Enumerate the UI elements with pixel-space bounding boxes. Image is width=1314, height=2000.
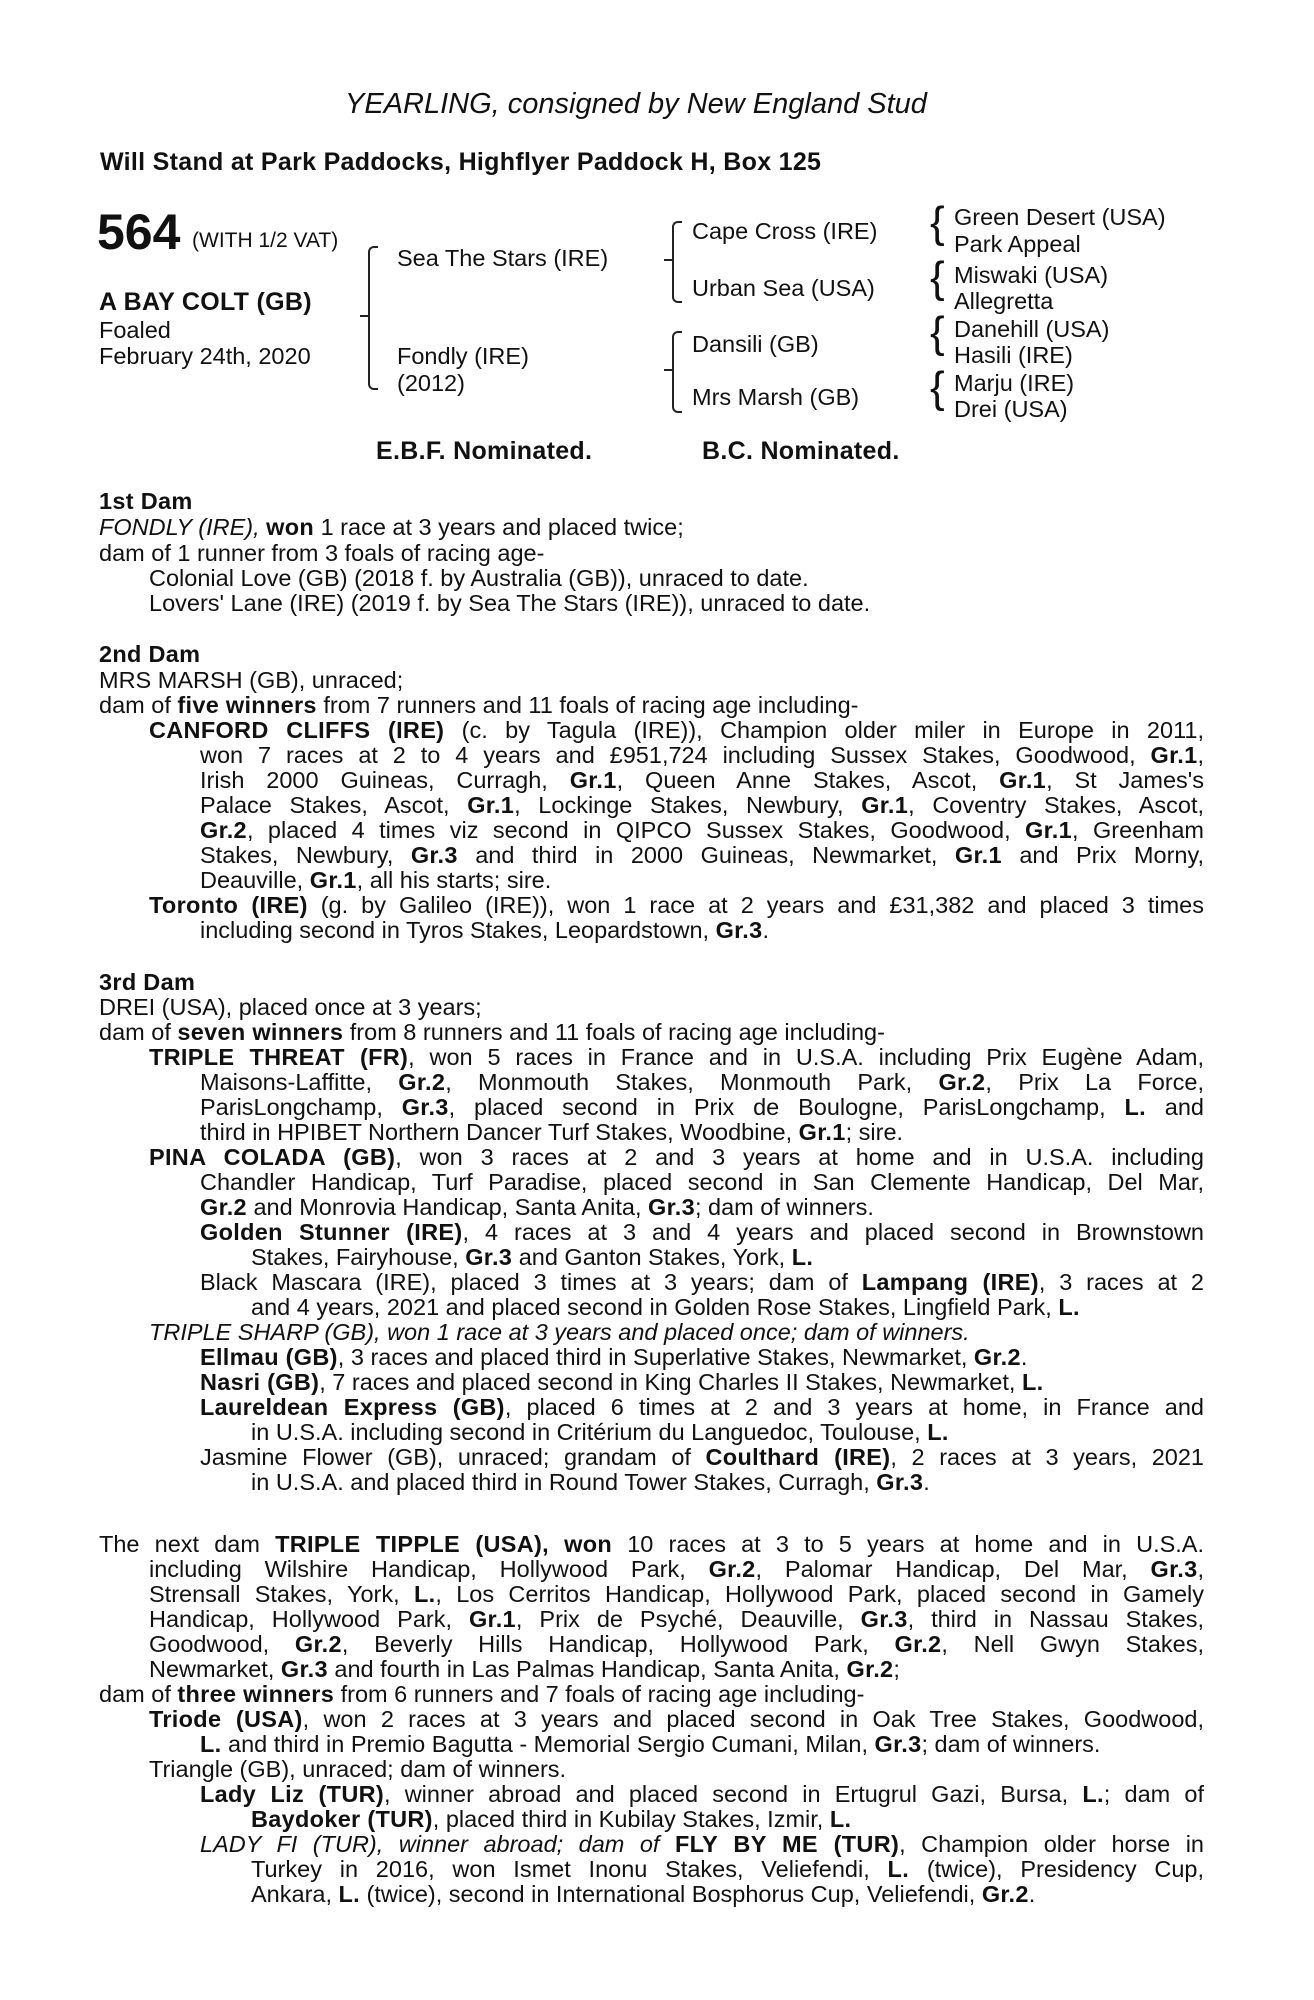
triple-threat-line-1: TRIPLE THREAT (FR), won 5 races in France and in U.S.A. including Prix Eugène Adam, bbox=[149, 1044, 1205, 1070]
lady-fi-line-2: Turkey in 2016, won Ismet Inonu Stakes, Veliefendi, L. (twice), Presidency Cup, bbox=[251, 1856, 1205, 1882]
pedigree-g1: Green Desert (USA) bbox=[954, 204, 1166, 230]
pedigree-g6: Hasili (IRE) bbox=[954, 342, 1073, 368]
foaled-label: Foaled bbox=[99, 317, 171, 343]
pedigree-dam-sire: Dansili (GB) bbox=[692, 331, 819, 357]
triple-threat-line-3: ParisLongchamp, Gr.3, placed second in Prix de Boulogne, ParisLongchamp, L. and bbox=[200, 1094, 1204, 1120]
lady-fi-line-1: LADY FI (TUR), winner abroad; dam of FLY BY ME (TUR), Champion older horse in bbox=[200, 1831, 1205, 1857]
canford-line-2: won 7 races at 2 to 4 years and £951,724 including Sussex Stakes, Goodwood, Gr.1, bbox=[200, 742, 1204, 768]
next-dam-line-2: including Wilshire Handicap, Hollywood Park, Gr.2, Palomar Handicap, Del Mar, Gr.3, bbox=[149, 1556, 1205, 1582]
pedigree-g4: Allegretta bbox=[954, 288, 1054, 314]
next-dam-line-1: The next dam TRIPLE TIPPLE (USA), won 10 races at 3 to 5 years at home and in U.S.A. bbox=[99, 1531, 1205, 1557]
black-mascara-line-1: Black Mascara (IRE), placed 3 times at 3 years; dam of Lampang (IRE), 3 races at 2 bbox=[200, 1269, 1204, 1295]
pedigree-dam: Fondly (IRE) bbox=[397, 343, 529, 369]
canford-line-3: Irish 2000 Guineas, Curragh, Gr.1, Queen Anne Stakes, Ascot, Gr.1, St James's bbox=[200, 767, 1205, 793]
toronto-line-1: Toronto (IRE) (g. by Galileo (IRE)), won 1 race at 2 years and £31,382 and placed 3 times bbox=[149, 892, 1204, 918]
laureldean-line-2: in U.S.A. including second in Critérium du Languedoc, Toulouse, L. bbox=[251, 1419, 949, 1445]
third-dam-heading: 3rd Dam bbox=[99, 969, 196, 995]
triode-line-1: Triode (USA), won 2 races at 3 years and placed second in Oak Tree Stakes, Goodwood, bbox=[149, 1706, 1204, 1732]
lady-fi-line-3: Ankara, L. (twice), second in International Bosphorus Cup, Veliefendi, Gr.2. bbox=[251, 1881, 1036, 1907]
jasmine-flower-line-1: Jasmine Flower (GB), unraced; grandam of Coulthard (IRE), 2 races at 3 years, 2021 bbox=[200, 1444, 1204, 1470]
first-dam-produce-2: Lovers' Lane (IRE) (2019 f. by Sea The Stars (IRE)), unraced to date. bbox=[149, 590, 871, 616]
pedigree-g3: Miswaki (USA) bbox=[954, 262, 1109, 288]
canford-line-5: Gr.2, placed 4 times viz second in QIPCO Sussex Stakes, Goodwood, Gr.1, Greenham bbox=[200, 817, 1204, 843]
lot-number: 564 bbox=[97, 204, 181, 260]
third-dam-line-2: dam of seven winners from 8 runners and 11 foals of racing age including- bbox=[99, 1019, 885, 1045]
next-dam-line-4: Handicap, Hollywood Park, Gr.1, Prix de Psyché, Deauville, Gr.3, third in Nassau Stakes, bbox=[149, 1606, 1205, 1632]
triple-threat-line-2: Maisons-Laffitte, Gr.2, Monmouth Stakes, Monmouth Park, Gr.2, Prix La Force, bbox=[200, 1069, 1205, 1095]
next-dam-line-5: Goodwood, Gr.2, Beverly Hills Handicap, Hollywood Park, Gr.2, Nell Gwyn Stakes, bbox=[149, 1631, 1205, 1657]
canford-line-6: Stakes, Newbury, Gr.3 and third in 2000 Guineas, Newmarket, Gr.1 and Prix Morny, bbox=[200, 842, 1205, 868]
black-mascara-line-2: and 4 years, 2021 and placed second in Golden Rose Stakes, Lingfield Park, L. bbox=[251, 1294, 1080, 1320]
location-line: Will Stand at Park Paddocks, Highflyer Paddock H, Box 125 bbox=[100, 148, 822, 176]
pina-colada-line-1: PINA COLADA (GB), won 3 races at 2 and 3 years at home and in U.S.A. including bbox=[149, 1144, 1204, 1170]
pedigree-sire: Sea The Stars (IRE) bbox=[397, 245, 609, 271]
laureldean-line-1: Laureldean Express (GB), placed 6 times at 2 and 3 years at home, in France and bbox=[200, 1394, 1205, 1420]
third-dam-line-1: DREI (USA), placed once at 3 years; bbox=[99, 994, 482, 1020]
ebf-nomination: E.B.F. Nominated. bbox=[376, 437, 593, 465]
pedigree-brace-2: { bbox=[930, 253, 945, 302]
pina-colada-line-3: Gr.2 and Monrovia Handicap, Santa Anita, Gr.3; dam of winners. bbox=[200, 1194, 874, 1220]
triangle-line: Triangle (GB), unraced; dam of winners. bbox=[149, 1756, 567, 1782]
pina-colada-line-2: Chandler Handicap, Turf Paradise, placed second in San Clemente Handicap, Del Mar, bbox=[200, 1169, 1204, 1195]
bc-nomination: B.C. Nominated. bbox=[702, 437, 900, 465]
first-dam-produce-1: Colonial Love (GB) (2018 f. by Australia (GB)), unraced to date. bbox=[149, 565, 809, 591]
pedigree-g2: Park Appeal bbox=[954, 231, 1081, 257]
consignor-heading: YEARLING, consigned by New England Stud bbox=[345, 88, 927, 120]
pedigree-dam-dam: Mrs Marsh (GB) bbox=[692, 384, 860, 410]
pedigree-brace-3: { bbox=[930, 308, 945, 357]
next-dam-line-6: Newmarket, Gr.3 and fourth in Las Palmas Handicap, Santa Anita, Gr.2; bbox=[149, 1656, 900, 1682]
canford-line-1: CANFORD CLIFFS (IRE) (c. by Tagula (IRE)), Champion older miler in Europe in 2011, bbox=[149, 717, 1204, 743]
first-dam-line-1: FONDLY (IRE), won 1 race at 3 years and placed twice; bbox=[99, 514, 684, 540]
jasmine-flower-line-2: in U.S.A. and placed third in Round Tower Stakes, Curragh, Gr.3. bbox=[251, 1469, 930, 1495]
lot-description: A BAY COLT (GB) bbox=[99, 288, 312, 316]
pedigree-g8: Drei (USA) bbox=[954, 396, 1068, 422]
canford-line-4: Palace Stakes, Ascot, Gr.1, Lockinge Stakes, Newbury, Gr.1, Coventry Stakes, Ascot, bbox=[200, 792, 1205, 818]
pedigree-brace-1: { bbox=[930, 198, 945, 247]
pedigree-sire-dam: Urban Sea (USA) bbox=[692, 275, 875, 301]
pedigree-g7: Marju (IRE) bbox=[954, 370, 1075, 396]
golden-stunner-line-2: Stakes, Fairyhouse, Gr.3 and Ganton Stakes, York, L. bbox=[251, 1244, 814, 1270]
ellmau-line: Ellmau (GB), 3 races and placed third in Superlative Stakes, Newmarket, Gr.2. bbox=[200, 1344, 1028, 1370]
next-dam-line-7: dam of three winners from 6 runners and 7 foals of racing age including- bbox=[99, 1681, 865, 1707]
first-dam-line-2: dam of 1 runner from 3 foals of racing age- bbox=[99, 540, 545, 566]
pedigree-brace-4: { bbox=[930, 363, 945, 412]
canford-line-7: Deauville, Gr.1, all his starts; sire. bbox=[200, 867, 552, 893]
lady-liz-line: Lady Liz (TUR), winner abroad and placed second in Ertugrul Gazi, Bursa, L.; dam of bbox=[200, 1781, 1204, 1807]
vat-note: (WITH 1/2 VAT) bbox=[192, 229, 339, 252]
golden-stunner-line-1: Golden Stunner (IRE), 4 races at 3 and 4 years and placed second in Brownstown bbox=[200, 1219, 1204, 1245]
toronto-line-2: including second in Tyros Stakes, Leopardstown, Gr.3. bbox=[200, 917, 770, 943]
triple-threat-line-4: third in HPIBET Northern Dancer Turf Stakes, Woodbine, Gr.1; sire. bbox=[200, 1119, 904, 1145]
second-dam-line-1: MRS MARSH (GB), unraced; bbox=[99, 667, 404, 693]
foaled-date: February 24th, 2020 bbox=[99, 343, 311, 369]
second-dam-heading: 2nd Dam bbox=[99, 641, 201, 667]
pedigree-g5: Danehill (USA) bbox=[954, 316, 1110, 342]
triode-line-2: L. and third in Premio Bagutta - Memorial Sergio Cumani, Milan, Gr.3; dam of winners. bbox=[200, 1731, 1101, 1757]
second-dam-line-2: dam of five winners from 7 runners and 11 foals of racing age including- bbox=[99, 692, 859, 718]
first-dam-heading: 1st Dam bbox=[99, 488, 193, 514]
next-dam-line-3: Strensall Stakes, York, L., Los Cerritos Handicap, Hollywood Park, placed second in Gamely bbox=[149, 1581, 1204, 1607]
nasri-line: Nasri (GB), 7 races and placed second in King Charles II Stakes, Newmarket, L. bbox=[200, 1369, 1044, 1395]
pedigree-sire-sire: Cape Cross (IRE) bbox=[692, 218, 878, 244]
triple-sharp-line: TRIPLE SHARP (GB), won 1 race at 3 years and placed once; dam of winners. bbox=[149, 1319, 970, 1345]
baydoker-line: Baydoker (TUR), placed third in Kubilay Stakes, Izmir, L. bbox=[251, 1806, 852, 1832]
pedigree-dam-year: (2012) bbox=[397, 370, 465, 396]
